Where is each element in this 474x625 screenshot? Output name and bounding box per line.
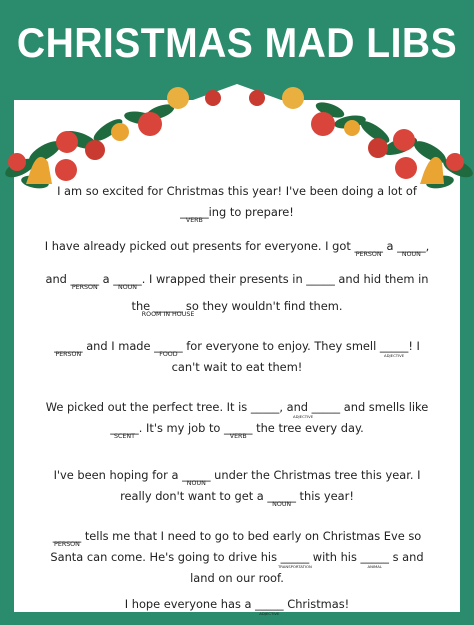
blank-caption: SCENT (114, 433, 135, 440)
blank-caption: NOUN (401, 251, 421, 258)
blank-caption: PERSON (71, 284, 98, 291)
story-line: _____ PERSON and I made _____ FOOD for everyone to enjoy. They smell _____ ADJECTIVE ! I (54, 339, 420, 358)
story-line: I've been hoping for a _____ NOUN under the Christmas tree this year. I (53, 468, 421, 487)
paragraph-7 (14, 597, 460, 616)
story-line: I have already picked out presents for everyone. I got _____ PERSON a _____ NOUN , (44, 239, 430, 258)
blank-adjective[interactable]: _____ ADJECTIVE (379, 339, 409, 358)
story-line: the _____ ROOM IN HOUSE so they wouldn't find them. (131, 299, 343, 318)
blank-caption: PERSON (55, 351, 82, 358)
blank-scent[interactable]: _____ SCENT (110, 421, 139, 440)
blank-adjective[interactable]: _____ ADJECTIVE (293, 400, 341, 419)
story-line: _____ SCENT . It's my job to _____ VERB the tree every day. (110, 421, 364, 440)
paragraph-5 (14, 468, 460, 508)
paragraph-6 (14, 529, 460, 586)
paragraph-1 (14, 184, 460, 224)
blank-caption: PERSON (54, 541, 80, 548)
story-line: Santa can come. He's going to drive his _____ TRANSPORTATION with his _____ ANIMAL s and (50, 550, 424, 569)
blank-room-in-house[interactable]: _____ ROOM IN HOUSE (141, 299, 195, 318)
blank-caption: FOOD (159, 351, 178, 358)
story-text (14, 184, 460, 616)
story-line: _____ VERB ing to prepare! (180, 205, 294, 224)
blank-animal[interactable]: _____ ANIMAL (360, 550, 389, 569)
blank-caption: PERSON (355, 251, 382, 258)
story-line: land on our roof. (190, 571, 284, 585)
paragraph-4 (14, 400, 460, 440)
blank-verb[interactable]: _____ VERB (180, 205, 209, 224)
story-line: really don't want to get a _____ NOUN this year! (120, 489, 354, 508)
blank-food[interactable]: _____ FOOD (154, 339, 183, 358)
blank-caption: ANIMAL (367, 564, 383, 569)
story-line: I am so excited for Christmas this year! I've been doing a lot of (57, 184, 417, 198)
story-line: and _____ PERSON a _____ NOUN . I wrapped their presents in _____ and hid them in (45, 272, 429, 291)
blank-noun[interactable]: _____ NOUN (397, 239, 426, 258)
blank-transportation[interactable]: _____ TRANSPORTATION (277, 550, 312, 569)
paragraph-3 (14, 339, 460, 375)
blank-verb[interactable]: _____ VERB (224, 421, 253, 440)
paragraph-2 (14, 239, 460, 318)
blank-person[interactable]: _____ PERSON (354, 239, 383, 258)
blank-caption: ADJECTIVE (384, 353, 405, 358)
blank-caption: NOUN (186, 480, 206, 487)
blank-noun[interactable]: _____ NOUN (182, 468, 211, 487)
story-line: I hope everyone has a _____ ADJECTIVE Christmas! (124, 597, 350, 616)
blank-caption: ADJECTIVE (259, 611, 280, 616)
blank-noun[interactable]: _____ NOUN (267, 489, 296, 508)
blank-caption: TRANSPORTATION (277, 564, 312, 569)
blank-adjective[interactable]: _____ ADJECTIVE (255, 597, 284, 616)
blank-caption: ROOM IN HOUSE (141, 311, 195, 318)
blank-person[interactable]: _____ PERSON (52, 529, 82, 548)
blank-person[interactable]: _____ PERSON (54, 339, 83, 358)
blank-person[interactable]: _____ PERSON (70, 272, 100, 291)
blank-noun[interactable]: _____ NOUN (113, 272, 142, 291)
blank-caption: VERB (185, 217, 203, 224)
blank-plain[interactable]: _____ (306, 272, 335, 286)
page-title: CHRISTMAS MAD LIBS (16, 19, 458, 66)
holly-garland-icon (0, 0, 474, 210)
story-line: _____ PERSON tells me that I need to go to bed early on Christmas Eve so (52, 529, 422, 548)
blank-caption: NOUN (272, 501, 292, 508)
story-line: We picked out the perfect tree. It is _____, and _____ ADJECTIVE and smells like (45, 400, 429, 419)
blank-caption: VERB (229, 433, 247, 440)
blank-caption: NOUN (118, 284, 137, 291)
blank-caption: ADJECTIVE (293, 414, 314, 419)
blank-plain[interactable]: _____ (250, 400, 280, 414)
story-line: can't wait to eat them! (171, 360, 303, 374)
